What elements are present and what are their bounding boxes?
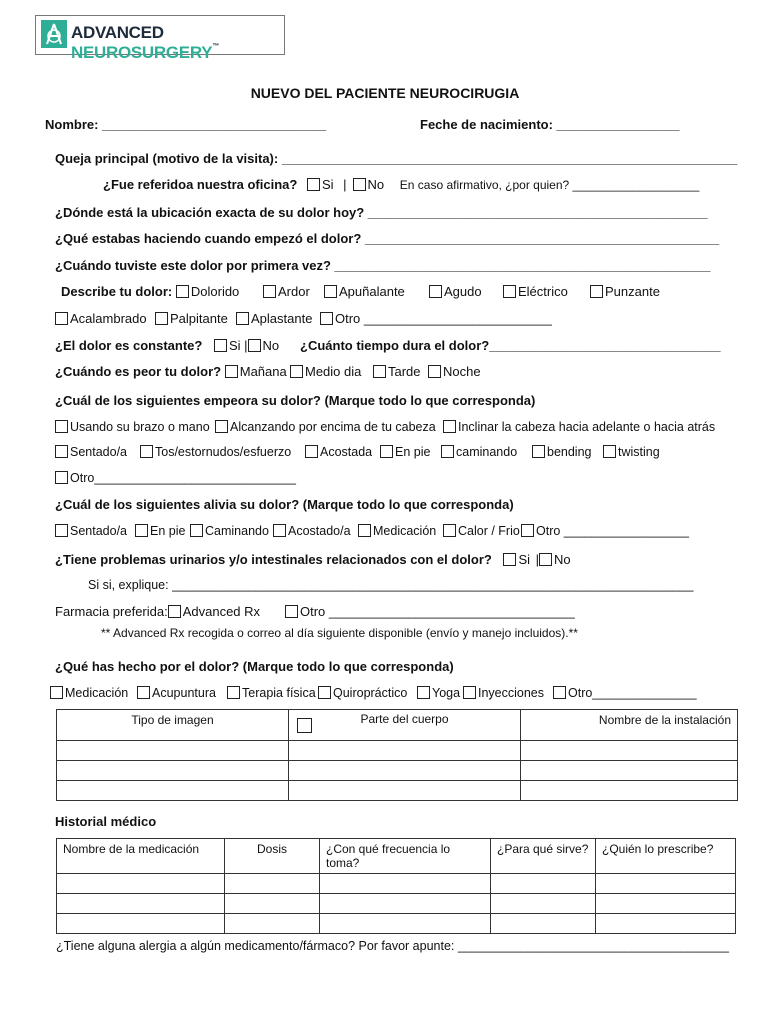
imaging-table [56,709,738,801]
referred-no-label: No [367,177,385,192]
describe-option[interactable]: Palpitante [155,311,228,326]
table-row[interactable] [57,781,738,801]
table-header: Tipo de imagen [57,710,289,741]
pain-onset-activity-field[interactable]: ¿Qué estabas haciendo cuando empezó el dolor? _________________________________________________ [55,231,720,246]
worse-time-option[interactable]: Noche [428,364,481,379]
worse-time-label: ¿Cuándo es peor tu dolor? [55,364,222,379]
describe-option[interactable]: Eléctrico [503,284,568,299]
pain-location-field[interactable]: ¿Dónde está la ubicación exacta de su dolor hoy? _______________________________________________ [55,205,708,220]
name-field[interactable]: Nombre: _______________________________ [45,117,327,132]
table-header: ¿Con qué frecuencia lo toma? [320,839,491,874]
constant-no-checkbox[interactable] [248,339,261,352]
constant-label: ¿El dolor es constante? [55,338,203,353]
table-header: Nombre de la instalación [521,710,738,741]
urinary-label: ¿Tiene problemas urinarios y/o intestinales relacionados con el dolor? [55,552,492,567]
describe-option[interactable]: Acalambrado [55,311,147,326]
describe-option[interactable]: Dolorido [176,284,239,299]
table-row[interactable] [57,741,738,761]
worsens-option[interactable]: Usando su brazo o mano [55,420,210,434]
logo-text: ADVANCED NEUROSURGERY™ [71,23,219,62]
worse-time-row [55,364,287,379]
relieves-option[interactable]: Calor / Frio [443,524,520,538]
table-header: Nombre de la medicación [57,839,225,874]
allergy-field[interactable]: ¿Tiene alguna alergia a algún medicamento/fármaco? Por favor apunte: _______________________________________ [56,939,729,953]
relieves-option[interactable]: Caminando [190,524,269,538]
pain-first-time-field[interactable]: ¿Cuándo tuviste este dolor por primera vez? ____________________________________________________ [55,258,711,273]
medication-table [56,838,736,934]
relieves-option[interactable]: Sentado/a [55,524,127,538]
treatment-option[interactable]: Terapia física [227,686,316,700]
worsens-option[interactable]: bending [532,445,592,459]
pharmacy-other-field[interactable]: Otro __________________________________ [285,604,575,619]
worsens-option[interactable]: Tos/estornudos/esfuerzo [140,445,291,459]
logo [35,15,285,62]
table-header: ¿Quién lo prescribe? [596,839,736,874]
table-row[interactable] [57,874,736,894]
treatment-option[interactable]: Quiropráctico [318,686,407,700]
worsens-other-field[interactable]: Otro_____________________________ [55,471,296,485]
page-title: NUEVO DEL PACIENTE NEUROCIRUGIA [250,85,520,101]
duration-field[interactable]: ¿Cuánto tiempo dura el dolor?________________________________ [300,338,721,353]
table-header-row [57,839,736,874]
treatment-option[interactable]: Inyecciones [463,686,544,700]
referred-label: ¿Fue referidoa nuestra oficina? [103,177,298,192]
constant-si-checkbox[interactable] [214,339,227,352]
relieves-option[interactable]: Acostado/a [273,524,351,538]
table-row[interactable] [57,894,736,914]
table-header-row [57,710,738,741]
worsens-option[interactable]: En pie [380,445,430,459]
describe-option[interactable]: Apuñalante [324,284,405,299]
urinary-explain-field[interactable]: Si si, explique: ___________________________________________________________________________ [88,578,694,592]
urinary-no-checkbox[interactable] [539,553,552,566]
worsens-option[interactable]: twisting [603,445,660,459]
chief-complaint-field[interactable]: Queja principal (motivo de la visita): _______________________________________________________________ [55,151,738,166]
pharmacy-row: Farmacia preferida: Advanced Rx [55,604,261,619]
pharmacy-note: ** Advanced Rx recogida o correo al día siguiente disponible (envío y manejo incluidos).** [101,626,578,640]
referred-si-checkbox[interactable] [307,178,320,191]
worsens-option[interactable]: Sentado/a [55,445,127,459]
worse-time-option[interactable]: Medio dia [290,364,361,379]
relieves-label: ¿Cuál de los siguientes alivia su dolor? (Marque todo lo que corresponda) [55,497,514,512]
treatment-option[interactable]: Acupuntura [137,686,216,700]
treatment-option[interactable]: Yoga [417,686,460,700]
treatment-other-field[interactable]: Otro_______________ [553,686,697,700]
referred-who-field[interactable]: En caso afirmativo, ¿por quien? ___________________ [399,178,700,192]
worsens-option[interactable]: Inclinar la cabeza hacia adelante o hacia atrás [443,420,715,434]
table-row[interactable] [57,761,738,781]
describe-option[interactable]: Otro __________________________ [320,311,552,326]
body-part-checkbox[interactable] [297,718,312,733]
describe-option[interactable]: Punzante [590,284,660,299]
worsens-option[interactable]: Acostada [305,445,372,459]
referred-separator: | [343,177,347,192]
relieves-option[interactable]: En pie [135,524,185,538]
describe-label: Describe tu dolor: [61,284,173,299]
dob-field[interactable]: Feche de nacimiento: _________________ [420,117,680,132]
table-row[interactable] [57,914,736,934]
treatments-label: ¿Qué has hecho por el dolor? (Marque todo lo que corresponda) [55,659,454,674]
pharmacy-label: Farmacia preferida: [55,604,168,619]
worsens-option[interactable]: Alcanzando por encima de tu cabeza [215,420,436,434]
urinary-si-checkbox[interactable] [503,553,516,566]
relieves-other-field[interactable]: Otro __________________ [521,524,689,538]
describe-row-1 [61,284,239,299]
treatment-option[interactable]: Medicación [50,686,128,700]
describe-option[interactable]: Agudo [429,284,482,299]
table-header: Dosis [225,839,320,874]
referred-si-label: Si [321,177,334,192]
describe-option[interactable]: Aplastante [236,311,312,326]
referred-no-checkbox[interactable] [353,178,366,191]
constant-row: ¿El dolor es constante? Si | No [55,338,280,353]
referred-row [103,177,699,192]
pharmacy-advanced-checkbox[interactable] [168,605,181,618]
relieves-option[interactable]: Medicación [358,524,436,538]
table-header: Parte del cuerpo [289,710,521,741]
worsens-label: ¿Cuál de los siguientes empeora su dolor? (Marque todo lo que corresponda) [55,393,536,408]
urinary-row: ¿Tiene problemas urinarios y/o intestinales relacionados con el dolor? Si | No [55,552,571,567]
worse-time-option[interactable]: Mañana [225,364,287,379]
worsens-option[interactable]: caminando [441,445,517,459]
describe-option[interactable]: Ardor [263,284,310,299]
table-header: ¿Para qué sirve? [491,839,596,874]
history-title: Historial médico [55,814,157,829]
worse-time-option[interactable]: Tarde [373,364,421,379]
logo-icon [41,20,67,48]
